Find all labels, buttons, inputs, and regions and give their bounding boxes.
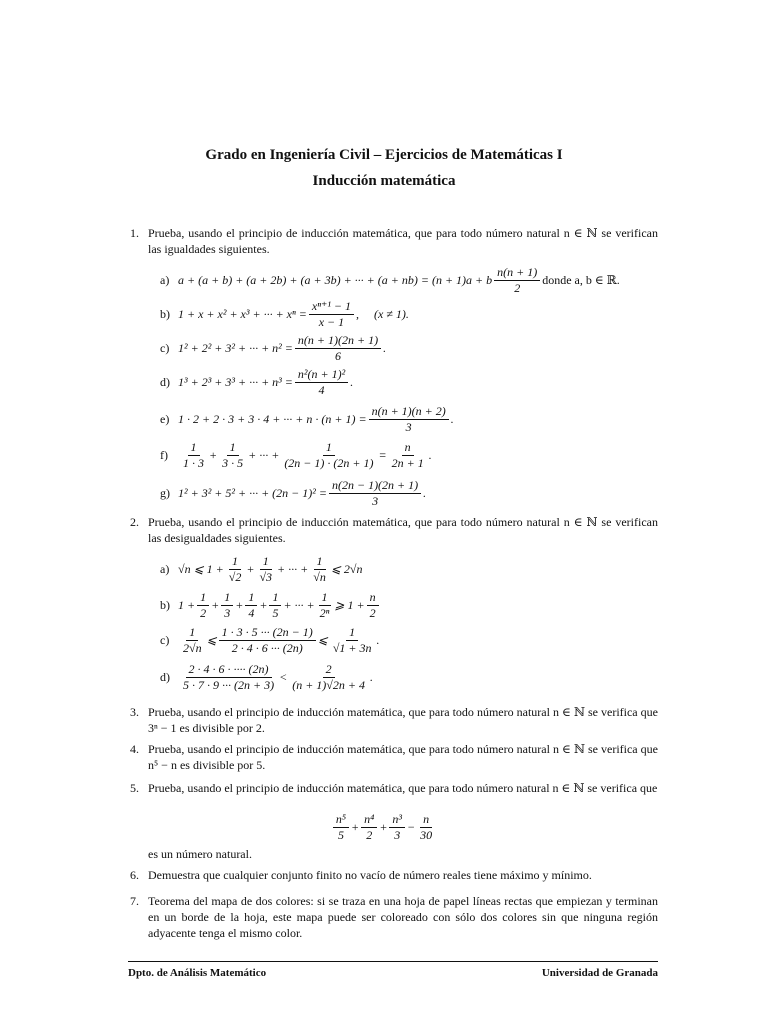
eq-tail: , (x ≠ 1). bbox=[356, 306, 409, 321]
item-label: g) bbox=[160, 485, 170, 500]
fraction: $\frac{1}{√2}$ bbox=[228, 553, 242, 584]
fraction: $\frac{n(2n - 1)(2n + 1)}{3}$ bbox=[329, 479, 421, 508]
eq-tail: . bbox=[376, 632, 380, 647]
fraction: $\frac{1 \cdot 3 \cdot 5 \cdot\cdot\cdot (2n - 1)}{2 \cdot 4 \cdot 6 \cdot\cdot\cdot (2n)}$ bbox=[219, 626, 316, 655]
eq-tail: . bbox=[423, 485, 427, 500]
fraction: $\frac{1}{(2n - 1) \cdot (2n + 1)}$ bbox=[284, 439, 374, 470]
problem-number: 2. bbox=[130, 515, 139, 529]
eq-rel: < bbox=[279, 669, 288, 684]
item-label: c) bbox=[160, 340, 170, 355]
problem-number: 5. bbox=[130, 781, 139, 795]
problem-1 bbox=[130, 225, 658, 257]
problem-text: Demuestra que cualquier conjunto finito no vacío de número reales tiene máximo y mínimo. bbox=[148, 868, 592, 882]
problem-text: es un número natural. bbox=[148, 847, 252, 861]
eq5: $\frac{\text{n⁵}}{5}$ + $\frac{\text{n⁴}}{2}$ + $\frac{\text{n³}}{3}$ − $\frac{n}{30}$ bbox=[0, 810, 768, 844]
problem-number: 1. bbox=[130, 226, 139, 240]
eq-mid: + ··· + bbox=[283, 597, 315, 612]
problem-3 bbox=[130, 704, 658, 736]
footer-divider bbox=[128, 961, 658, 962]
fraction: $\frac{1}{\text{2ⁿ}}$ bbox=[319, 589, 330, 620]
problem-number: 7. bbox=[130, 894, 139, 908]
fraction: $\frac{n(n + 1)}{2}$ bbox=[494, 266, 540, 295]
eq-tail: . bbox=[383, 340, 387, 355]
eq-mid: + ··· + bbox=[248, 447, 280, 462]
fraction: $\frac{\text{n³}}{3}$ bbox=[389, 813, 405, 842]
eq-lhs: 1² + 3² + 5² + ··· + (2n − 1)² = bbox=[178, 485, 327, 500]
problem-text: Teorema del mapa de dos colores: si se traza en una hoja de papel líneas rectas que empiezan y terminan en un borde de la hoja, este mapa puede ser coloreado con sólo dos colores sin que ninguna región adyacente tenga el mismo color. bbox=[148, 894, 658, 940]
eq1-d bbox=[160, 365, 665, 399]
problem-6 bbox=[130, 867, 658, 883]
problem-5 bbox=[130, 780, 658, 796]
problem-5-after bbox=[148, 846, 658, 862]
fraction: $\frac{1}{√1 + 3n}$ bbox=[332, 624, 372, 655]
fraction: $\frac{n}{30}$ bbox=[420, 811, 433, 842]
item-label: d) bbox=[160, 669, 170, 684]
eq-rel: = bbox=[378, 447, 387, 462]
eq-rel: ⩽ bbox=[206, 632, 217, 647]
problem-text: Prueba, usando el principio de inducción matemática, que para todo número natural n ∈ ℕ se verifican las desigualdades siguientes. bbox=[148, 515, 658, 545]
eq-tail: . bbox=[428, 447, 432, 462]
eq-lhs: 1 + x + x² + x³ + ··· + xⁿ = bbox=[178, 306, 307, 321]
page-title: Grado en Ingeniería Civil – Ejercicios de Matemáticas I bbox=[205, 147, 563, 163]
item-label: a) bbox=[160, 561, 170, 576]
eq-lhs: 1³ + 2³ + 3³ + ··· + n³ = bbox=[178, 374, 293, 389]
eq1-f: f) $\frac{1}{1 \cdot 3}$ + $\frac{1}{3 \cdot 5}$ + ··· + $\frac{1}{(2n - 1) \cdot (2n + 1)}$ = $\frac{n}{2n + 1}$ . bbox=[160, 439, 432, 470]
eq-lhs: a + (a + b) + (a + 2b) + (a + 3b) + ··· + (a + nb) = (n + 1)a + b bbox=[178, 272, 493, 287]
item-label: f) bbox=[160, 447, 168, 462]
eq-tail: . bbox=[369, 669, 373, 684]
fraction: $\frac{1}{1 \cdot 3}$ bbox=[183, 439, 204, 470]
fraction: $\frac{n(n + 1)(2n + 1)}{6}$ bbox=[295, 334, 381, 363]
fraction: $\frac{\text{xⁿ⁺¹ − 1}}{x - 1}$ bbox=[309, 300, 354, 329]
fraction: $\frac{1}{3 \cdot 5}$ bbox=[222, 439, 244, 470]
problem-2 bbox=[130, 514, 658, 546]
eq-lhs: 1 + bbox=[178, 597, 196, 612]
eq2-d bbox=[160, 660, 665, 694]
problem-text: Prueba, usando el principio de inducción matemática, que para todo número natural n ∈ ℕ se verifica que 3ⁿ − 1 es divisible por 2. bbox=[148, 705, 658, 735]
fraction: $\frac{1}{5}$ bbox=[269, 591, 281, 620]
fraction: $\frac{1}{√n}$ bbox=[313, 553, 326, 584]
fraction: $\frac{1}{√3}$ bbox=[259, 553, 273, 584]
fraction: $\frac{n}{2}$ bbox=[367, 591, 379, 620]
fraction: $\frac{\text{n²(n + 1)²}}{4}$ bbox=[295, 368, 348, 397]
eq-tail: ⩽ 2√n bbox=[330, 561, 363, 576]
problem-number: 4. bbox=[130, 742, 139, 756]
eq-lhs: √n ⩽ 1 + bbox=[178, 561, 224, 576]
eq1-g bbox=[160, 476, 665, 510]
fraction: $\frac{1}{4}$ bbox=[245, 591, 257, 620]
eq2-a: a) √n ⩽ 1 + $\frac{1}{√2}$ + $\frac{1}{√3}$ + ··· + $\frac{1}{√n}$ ⩽ 2√n bbox=[160, 553, 363, 584]
problem-number: 6. bbox=[130, 868, 139, 882]
eq-rel: ⩾ 1 + bbox=[334, 597, 365, 612]
eq1-b bbox=[160, 297, 665, 331]
problem-text: Prueba, usando el principio de inducción matemática, que para todo número natural n ∈ ℕ se verifica que n⁵ − n es divisible por 5. bbox=[148, 742, 658, 772]
eq1-c bbox=[160, 331, 665, 365]
page-subtitle: Inducción matemática bbox=[312, 173, 456, 189]
eq2-c bbox=[160, 623, 665, 657]
problem-text: Prueba, usando el principio de inducción matemática, que para todo número natural n ∈ ℕ se verifican las igualdades siguientes. bbox=[148, 226, 658, 256]
fraction: $\frac{n}{2n + 1}$ bbox=[391, 439, 424, 470]
problem-4 bbox=[130, 741, 658, 773]
problem-7 bbox=[130, 893, 658, 941]
fraction: $\frac{2}{(n + 1)√2n + 4}$ bbox=[292, 661, 365, 692]
eq-rel: ⩽ bbox=[317, 632, 328, 647]
fraction: $\frac{2 \cdot 4 \cdot 6 \cdot \cdot\cdot\cdot\cdot (2n)}{5 \cdot 7 \cdot 9 \cdot\cdot\cdot (2n + 3)}$ bbox=[183, 661, 275, 692]
item-label: e) bbox=[160, 411, 170, 426]
problem-number: 3. bbox=[130, 705, 139, 719]
eq-lhs: 1 · 2 + 2 · 3 + 3 · 4 + ··· + n · (n + 1) = bbox=[178, 411, 367, 426]
fraction: $\frac{1}{3}$ bbox=[221, 591, 233, 620]
item-label: a) bbox=[160, 272, 170, 287]
eq2-b: b) 1 + $\frac{1}{2}$ + $\frac{1}{3}$ + $\frac{1}{4}$ + $\frac{1}{5}$ + ··· + $\frac{1}{\text{2ⁿ}}$ ⩾ 1 + $\frac{n}{2}$ bbox=[160, 588, 665, 622]
fraction: $\frac{\text{n⁵}}{5}$ bbox=[333, 813, 349, 842]
eq1-a bbox=[160, 263, 665, 297]
eq-tail: . bbox=[350, 374, 354, 389]
eq1-e bbox=[160, 402, 665, 436]
eq-mid: + ··· + bbox=[277, 561, 309, 576]
eq-tail: . bbox=[450, 411, 454, 426]
fraction: $\frac{n(n + 1)(n + 2)}{3}$ bbox=[369, 405, 449, 434]
item-label: b) bbox=[160, 597, 170, 612]
eq-lhs: 1² + 2² + 3² + ··· + n² = bbox=[178, 340, 293, 355]
eq-tail: donde a, b ∈ ℝ. bbox=[542, 272, 620, 287]
footer-right: Universidad de Granada bbox=[541, 967, 658, 979]
item-label: b) bbox=[160, 306, 170, 321]
fraction: $\frac{1}{2√n}$ bbox=[183, 624, 202, 655]
item-label: c) bbox=[160, 632, 170, 647]
fraction: $\frac{1}{2}$ bbox=[197, 591, 209, 620]
footer-left: Dpto. de Análisis Matemático bbox=[128, 967, 267, 979]
fraction: $\frac{\text{n⁴}}{2}$ bbox=[361, 813, 377, 842]
problem-text: Prueba, usando el principio de inducción matemática, que para todo número natural n ∈ ℕ se verifica que bbox=[148, 781, 658, 795]
item-label: d) bbox=[160, 374, 170, 389]
